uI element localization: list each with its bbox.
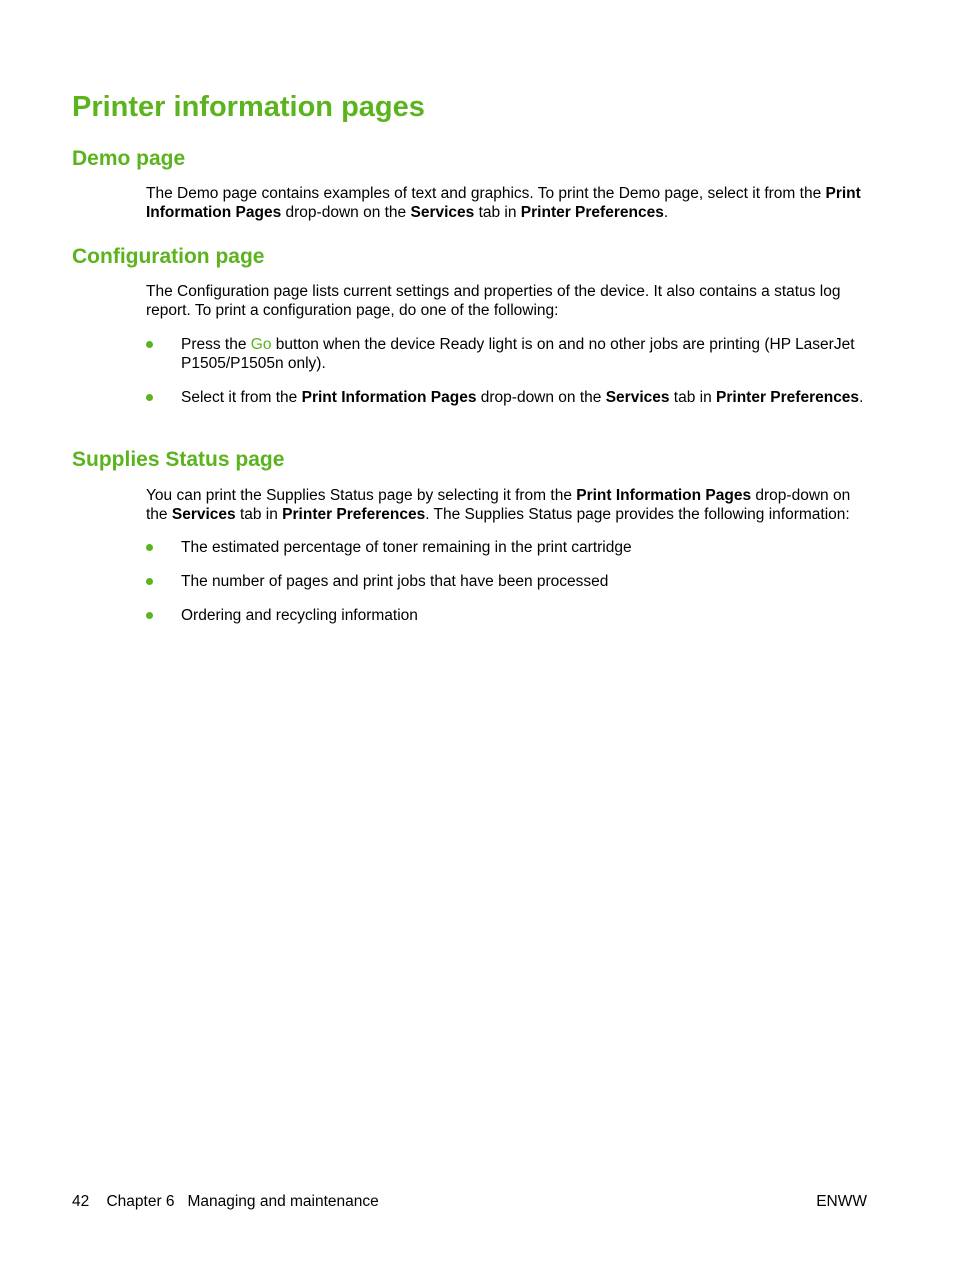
bullet-select-bold-print-information-pages: Print Information Pages [301,389,477,406]
bullet-icon [146,544,153,551]
demo-bold-print-information-pages: Print Information Pages [146,185,861,221]
bullet-select-bold-services: Services [605,389,670,406]
page-number: 42 [72,1193,90,1210]
footer-right: ENWW [816,1193,867,1210]
bullet-icon [146,394,153,401]
go-button-label: Go [250,336,272,353]
bullet-icon [146,341,153,348]
bullet-select-text-3: tab in [669,389,717,406]
bullet-go-text-2: button when the device Ready light is on and no other jobs are printing (HP LaserJet P1505/P1505n only). [181,336,855,372]
bullet-select-text-4: . [859,389,864,406]
bullet-icon [146,578,153,585]
supplies-status-page-heading: Supplies Status page [72,448,285,471]
page-title: Printer information pages [72,91,425,123]
supplies-paragraph [146,486,870,524]
supplies-text-1: You can print the Supplies Status page by selecting it from the [146,487,577,504]
demo-text-4: . [663,204,669,221]
supplies-list-item-text: The number of pages and print jobs that have been processed [181,573,609,590]
demo-page-paragraph [146,184,870,222]
supplies-list-item-text: The estimated percentage of toner remaining in the print cartridge [181,539,632,556]
bullet-select-bold-printer-preferences: Printer Preferences [716,389,860,406]
supplies-list-item-text: Ordering and recycling information [181,607,418,624]
bullet-select-text-1: Select it from the [181,389,302,406]
supplies-text-4: . The Supplies Status page provides the following information: [425,506,850,523]
bullet-icon [146,612,153,619]
configuration-page-heading: Configuration page [72,245,265,268]
configuration-intro: The Configuration page lists current settings and properties of the device. It also contains a status log report. To print a configuration page, do one of the following: [146,283,841,319]
supplies-bold-print-information-pages: Print Information Pages [576,487,752,504]
supplies-bold-printer-preferences: Printer Preferences [282,506,426,523]
demo-text-3: tab in [474,204,521,221]
configuration-bullet-go-text [181,335,870,373]
demo-text-1: The Demo page contains examples of text and graphics. To print the Demo page, select it from the [146,185,826,202]
demo-text-2: drop-down on the [281,204,411,221]
bullet-select-text-2: drop-down on the [476,389,606,406]
footer-left [72,1192,379,1211]
supplies-text-3: tab in [235,506,283,523]
supplies-bold-services: Services [171,506,236,523]
supplies-text-2: drop-down on the [146,487,851,523]
bullet-go-text-1: Press the [181,336,251,353]
configuration-bullet-select-text [181,388,870,407]
demo-page-heading: Demo page [72,147,186,170]
demo-bold-printer-preferences: Printer Preferences [520,204,664,221]
footer-chapter: Chapter 6 Managing and maintenance [106,1193,379,1210]
demo-bold-services: Services [410,204,475,221]
